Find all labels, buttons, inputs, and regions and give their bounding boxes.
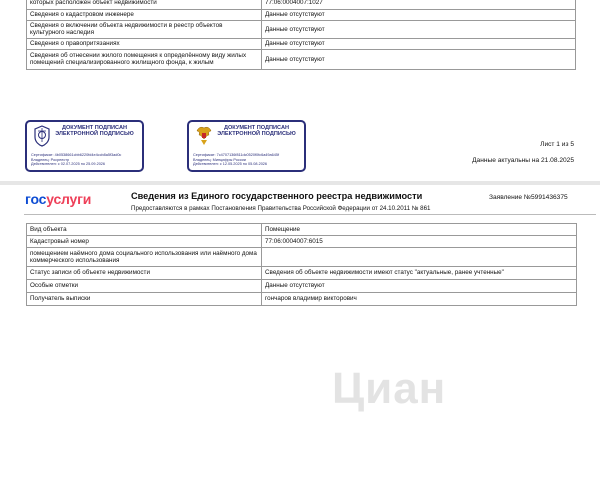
row-label: Особые отметки <box>27 280 262 293</box>
coat-of-arms-icon <box>195 125 213 147</box>
stamp-title: ДОКУМЕНТ ПОДПИСАН ЭЛЕКТРОННОЙ ПОДПИСЬЮ <box>217 125 296 138</box>
document-title: Сведения из Единого государственного реестра недвижимости <box>131 191 423 201</box>
stamp-valid: Действителен: с 12.05.2025 по 05.08.2026 <box>193 162 268 167</box>
header-divider <box>24 214 596 215</box>
row-value: Данные отсутствуют <box>262 49 576 69</box>
row-label: которых расположен объект недвижимости <box>27 0 262 10</box>
table-row <box>27 224 577 236</box>
row-value: Данные отсутствуют <box>262 21 576 39</box>
row-label: Сведения о правопритязаниях <box>27 38 262 49</box>
statement-number: Заявление №5991436375 <box>489 194 568 201</box>
row-label: Сведения о включении объекта недвижимости в реестр объектов культурного наследия <box>27 21 262 39</box>
row-value: Помещение <box>262 224 577 236</box>
stamp-meta <box>193 153 279 167</box>
row-value: гончаров владимир викторович <box>262 293 577 306</box>
row-value: Сведения об объекте недвижимости имеют статус "актуальные, ранее учтенные" <box>262 267 577 280</box>
stamp-meta <box>31 153 121 167</box>
logo-part-gos: гос <box>25 191 47 207</box>
table-row <box>27 21 576 39</box>
table-row <box>27 248 577 267</box>
document-subtitle: Предоставляются в рамках Постановления Правительства Российской Федерации от 24.10.2011 № 861 <box>131 205 431 212</box>
row-label: Кадастровый номер <box>27 236 262 248</box>
table-row <box>27 267 577 280</box>
stamp-owner: Владелец: Минцифры России <box>193 157 246 162</box>
row-label: помещением наёмного дома социального использования или наёмного дома коммерческого использования <box>27 248 262 267</box>
row-value: Данные отсутствуют <box>262 280 577 293</box>
signature-stamp-mintsifry <box>187 120 306 172</box>
stamp-owner: Владелец: Росреестр <box>31 157 70 162</box>
row-value: 77:06:0004007:6015 <box>262 236 577 248</box>
gosuslugi-logo <box>25 191 91 207</box>
row-label: Сведения об отнесении жилого помещения к определённому виду жилых помещений специализированного жилищного фонда, к жилым <box>27 49 262 69</box>
main-table <box>26 223 577 306</box>
row-label: Сведения о кадастровом инженере <box>27 10 262 21</box>
row-value: Данные отсутствуют <box>262 10 576 21</box>
table-row <box>27 49 576 69</box>
table-row <box>27 10 576 21</box>
row-label: Вид объекта <box>27 224 262 236</box>
page-separator <box>0 181 600 185</box>
row-value <box>262 248 577 267</box>
table-row <box>27 38 576 49</box>
stamp-cert: Сертификат: 4b0538661cbb6220fd4e4ccb8a5f3ad0c <box>31 153 122 157</box>
row-value: Данные отсутствуют <box>262 38 576 49</box>
table-row <box>27 280 577 293</box>
rosreestr-emblem-icon <box>33 125 51 147</box>
logo-part-uslugi: услуги <box>46 191 92 207</box>
top-table <box>26 0 576 70</box>
signature-stamp-rosreestr <box>25 120 144 172</box>
watermark: Циан <box>332 364 447 413</box>
row-label: Получатель выписки <box>27 293 262 306</box>
table-row <box>27 293 577 306</box>
table-row <box>27 0 576 10</box>
stamp-title: ДОКУМЕНТ ПОДПИСАН ЭЛЕКТРОННОЙ ПОДПИСЬЮ <box>55 125 134 138</box>
row-value: 77:06:0004007:1027 <box>262 0 576 10</box>
table-row <box>27 236 577 248</box>
sheet-number: Лист 1 из 5 <box>540 141 574 148</box>
stamp-cert: Сертификат: 7c4707136f811dc0520f0fc6a49a645f <box>193 153 280 157</box>
row-label: Статус записи об объекте недвижимости <box>27 267 262 280</box>
stamp-valid: Действителен: с 02.07.2025 по 25.09.2026 <box>31 162 106 167</box>
data-actual-date: Данные актуальны на 21.08.2025 <box>472 157 574 164</box>
